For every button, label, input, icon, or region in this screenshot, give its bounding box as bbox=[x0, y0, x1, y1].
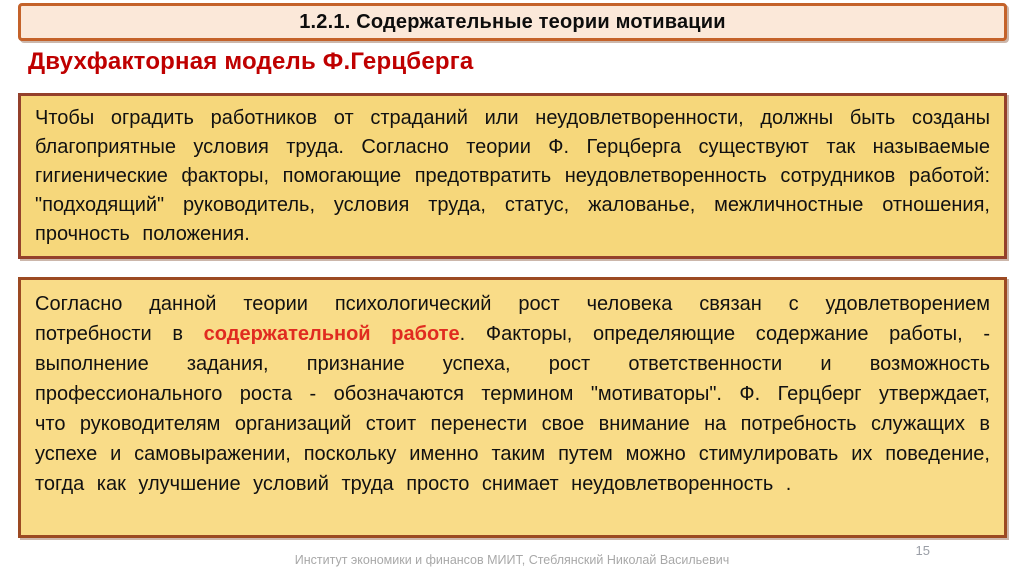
motivators-text bbox=[35, 289, 990, 499]
motivators-box bbox=[18, 277, 1007, 538]
slide-title-bar bbox=[18, 3, 1007, 41]
motivators-highlight-phrase: содержательной работе bbox=[203, 323, 460, 345]
footer-credit: Институт экономики и финансов МИИТ, Стеблянский Николай Васильевич bbox=[294, 553, 730, 567]
motivators-text-after-highlight: . Факторы, определяющие содержание работы, - выполнение задания, признание успеха, рост ответственности и возможность профессионального роста - обозначаются термином "мотиваторы". Ф. Герцберг утверждает, что руководителям организаций стоит перенести свое внимание на потребность служащих в успехе и самовыражении, поскольку именно таким путем можно стимулировать их поведение, тогда как улучшение условий труда просто снимает неудовлетворенность . bbox=[35, 323, 990, 495]
hygiene-factors-text: Чтобы оградить работников от страданий или неудовлетворенности, должны быть созданы благоприятные условия труда. Согласно теории Ф. Герцберга существуют так называемые гигиенические факторы, помогающие предотвратить неудовлетворенность сотрудников работой: "подходящий" руководитель, условия труда, статус, жалованье, межличностные отношения, прочность положения. bbox=[35, 107, 990, 245]
hygiene-factors-box bbox=[18, 93, 1007, 259]
page-number: 15 bbox=[915, 543, 930, 558]
slide-title: 1.2.1. Содержательные теории мотивации bbox=[299, 10, 726, 33]
slide-subtitle: Двухфакторная модель Ф.Герцберга bbox=[28, 48, 474, 75]
motivators-text-before-highlight: Согласно данной теории психологический рост человека связан с удовлетворением потребности в bbox=[35, 293, 990, 345]
